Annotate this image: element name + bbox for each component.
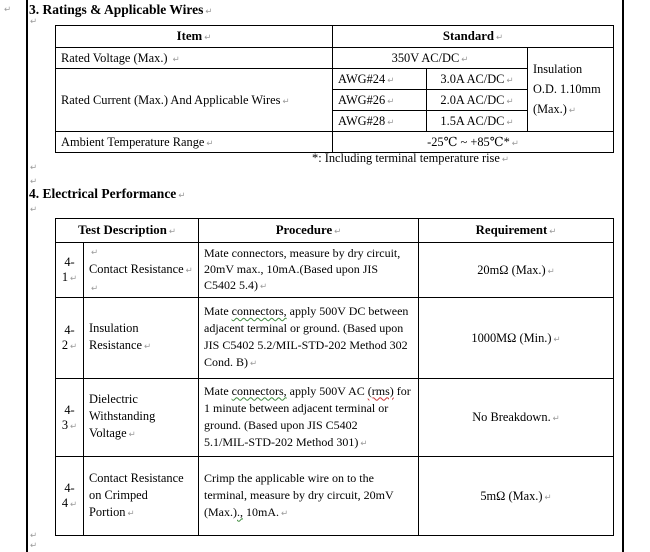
paragraph-mark: ↵ [185,266,193,276]
paragraph-mark: ↵ [91,284,99,294]
ambient-temp-label: Ambient Temperature Range ↵ [56,132,333,153]
current-cell: 2.0A AC/DC ↵ [427,90,528,111]
paragraph-mark: ↵ [387,75,395,86]
procedure-text: (rms) [367,383,394,398]
procedure-text: 20mV max., 10mA.(Based upon JIS [204,262,379,276]
procedure-text: connectors, [231,383,287,398]
ratings-table [55,25,614,153]
paragraph-mark: ↵ [168,227,176,237]
table-row [56,379,614,457]
procedure-text: Mate [204,304,232,318]
paragraph-mark: ↵ [260,282,268,292]
procedure-text: ., [237,504,243,519]
paragraph-mark: ↵ [549,227,557,237]
paragraph-mark: ↵ [4,5,12,15]
table-row [56,219,614,243]
paragraph-mark: ↵ [506,96,514,107]
procedure-text: apply 500V DC between [286,304,409,318]
procedure-text: (Max.) [204,504,237,519]
table-row [56,26,614,48]
paragraph-mark: ↵ [547,266,555,277]
procedure-text: apply 500V AC [286,383,368,398]
paragraph-mark: ↵ [544,492,552,503]
test-name: Insulation Resistance ↵ [84,298,199,379]
electrical-performance-table [55,218,614,536]
procedure-cell [199,457,419,536]
paragraph-mark: ↵ [172,54,180,65]
paragraph-mark: ↵ [70,500,78,510]
procedure-text: JIS C5402 5.2/MIL-STD-202 Method 302 [204,338,408,352]
awg-cell: AWG#24 ↵ [333,69,427,90]
paragraph-mark: ↵ [461,54,469,65]
procedure-text: (Max.) [533,101,567,116]
insulation-od-cell [528,48,614,132]
paragraph-mark: ↵ [30,541,38,551]
test-number: 4-1 ↵ [56,243,84,298]
paragraph-mark: ↵ [282,96,290,107]
header-test-description: Test Description ↵ [56,219,199,243]
procedure-text: Crimp the applicable wire on to the [204,470,374,485]
test-number: 4-2 ↵ [56,298,84,379]
paragraph-mark: ↵ [496,33,504,43]
procedure-text: for [393,383,411,398]
awg-cell: AWG#26 ↵ [333,90,427,111]
paragraph-mark: ↵ [511,139,519,149]
header-procedure: Procedure ↵ [199,219,419,243]
procedure-text: connectors, [231,304,287,318]
paragraph-mark: ↵ [568,105,576,116]
requirement-cell: 5mΩ (Max.) ↵ [419,457,614,536]
section-heading-ratings [29,2,213,18]
procedure-text: ground. (Based upon JIS C5402 [204,417,358,432]
rated-voltage-value: 350V AC/DC ↵ [333,48,528,69]
paragraph-mark: ↵ [205,7,213,17]
procedure-text: Cond. B) [204,355,249,369]
paragraph-mark: ↵ [506,117,514,128]
procedure-text: C5402 5.4) [204,278,258,292]
procedure-text: Mate [204,383,232,398]
paragraph-mark: ↵ [128,430,136,440]
header-standard: Standard ↵ [333,26,614,48]
paragraph-mark: ↵ [91,248,99,258]
paragraph-mark: ↵ [501,155,509,165]
procedure-text: 1 minute between adjacent terminal or [204,400,389,415]
paragraph-mark: ↵ [30,177,38,187]
current-cell: 3.0A AC/DC ↵ [427,69,528,90]
rated-voltage-label: Rated Voltage (Max.) ↵ [56,48,333,69]
procedure-text: terminal, measure by dry circuit, 20mV [204,487,394,502]
procedure-text: 10mA. [243,504,279,519]
ratings-footnote: *: Including terminal temperature rise ↵ [312,151,509,165]
paragraph-mark: ↵ [70,342,78,352]
heading-text: 4. Electrical Performance [29,186,177,201]
table-row [56,457,614,536]
section-heading-electrical [29,186,185,202]
paragraph-mark: ↵ [506,75,514,86]
requirement-cell: 20mΩ (Max.) ↵ [419,243,614,298]
paragraph-mark: ↵ [30,531,38,541]
test-number: 4-3 ↵ [56,379,84,457]
header-requirement: Requirement ↵ [419,219,614,243]
paragraph-mark: ↵ [127,508,135,519]
awg-cell: AWG#28 ↵ [333,111,427,132]
paragraph-mark: ↵ [70,274,78,284]
table-row [56,298,614,379]
paragraph-mark: ↵ [387,96,395,107]
table-row [56,243,614,298]
current-cell: 1.5A AC/DC ↵ [427,111,528,132]
ambient-temp-value: -25℃ ~ +85℃* ↵ [333,132,614,153]
paragraph-mark: ↵ [204,33,212,43]
procedure-text: O.D. 1.10mm [533,81,601,96]
paragraph-mark: ↵ [144,342,152,352]
paragraph-mark: ↵ [30,205,38,215]
paragraph-mark: ↵ [30,163,38,173]
table-row [56,48,614,69]
procedure-text: Mate connectors, measure by dry circuit, [204,246,401,260]
test-name: Dielectric Withstanding Voltage ↵ [84,379,199,457]
test-name: Contact Resistance on Crimped Portion ↵ [84,457,199,536]
procedure-cell [199,243,419,298]
paragraph-mark: ↵ [360,438,368,449]
requirement-cell: 1000MΩ (Min.) ↵ [419,298,614,379]
paragraph-mark: ↵ [553,334,561,345]
paragraph-mark: ↵ [387,117,395,128]
procedure-text: Insulation [533,61,583,76]
paragraph-mark: ↵ [70,421,78,432]
paragraph-mark: ↵ [552,414,560,424]
requirement-cell: No Breakdown. ↵ [419,379,614,457]
heading-text: 3. Ratings & Applicable Wires [29,2,204,17]
paragraph-mark: ↵ [178,191,186,201]
procedure-cell [199,379,419,457]
table-row [56,132,614,153]
header-item: Item ↵ [56,26,333,48]
test-number: 4-4 ↵ [56,457,84,536]
rated-current-label: Rated Current (Max.) And Applicable Wires ↵ [56,69,333,132]
paragraph-mark: ↵ [250,359,258,369]
paragraph-mark: ↵ [334,227,342,237]
procedure-text: adjacent terminal or ground. (Based upon [204,321,404,335]
paragraph-mark: ↵ [206,138,214,149]
paragraph-mark: ↵ [281,508,289,519]
procedure-cell [199,298,419,379]
procedure-text: 5.1/MIL-STD-202 Method 301) [204,434,359,449]
paragraph-mark: ↵ [30,17,38,27]
test-name: ↵ Contact Resistance ↵ ↵ [84,243,199,298]
